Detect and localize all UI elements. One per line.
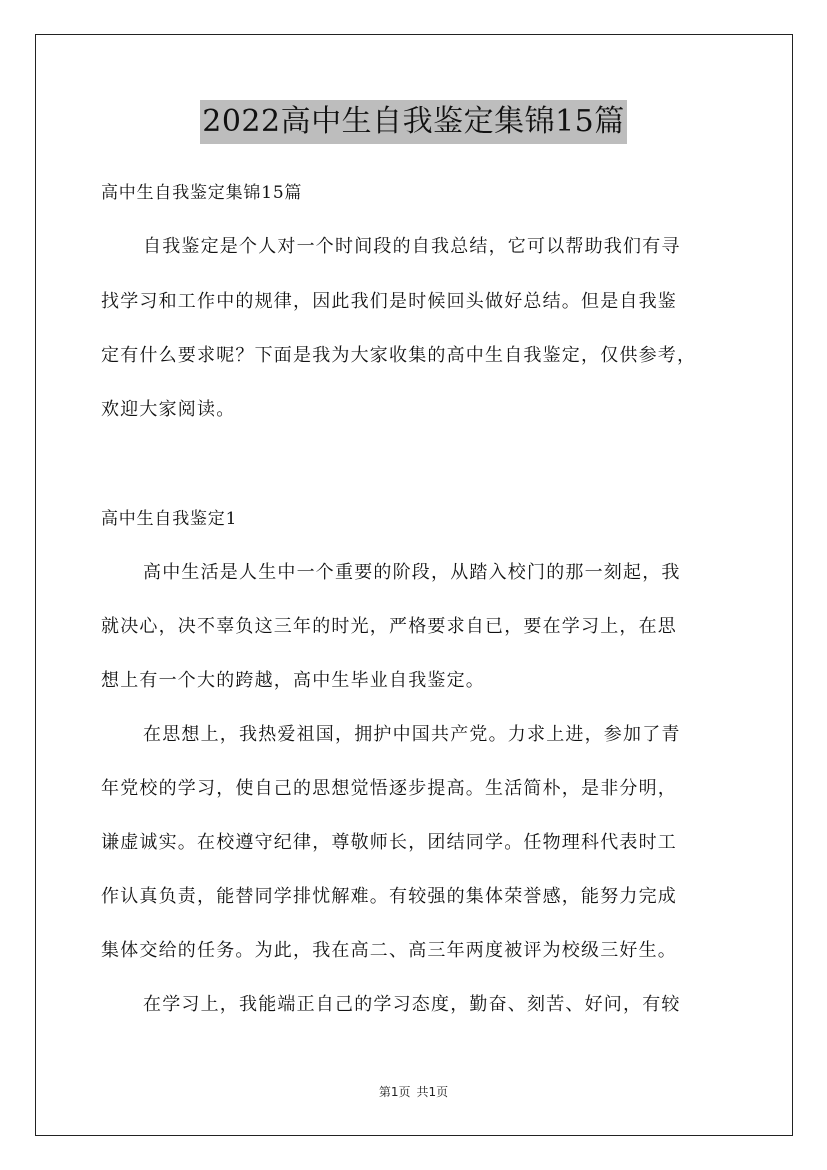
page-footer [0, 1084, 827, 1100]
document-title [0, 100, 827, 144]
para1-line-2: 就决心，决不辜负这三年的时光，严格要求自已，要在学习上，在思 [101, 616, 677, 637]
para3-line-1: 在学习上，我能端正自己的学习态度，勤奋、刻苦、好问，有较 [143, 994, 681, 1015]
page-total: 共1页 [416, 1085, 449, 1099]
page-number: 第1页 [378, 1085, 411, 1099]
para2-line-5: 集体交给的任务。为此，我在高二、高三年两度被评为校级三好生。 [101, 940, 677, 961]
document-subtitle: 高中生自我鉴定集锦15篇 [101, 183, 303, 203]
para1-line-1: 高中生活是人生中一个重要的阶段，从踏入校门的那一刻起，我 [143, 562, 681, 583]
intro-line-2: 找学习和工作中的规律，因此我们是时候回头做好总结。但是自我鉴 [101, 291, 677, 312]
section-heading: 高中生自我鉴定1 [101, 509, 238, 529]
intro-line-4: 欢迎大家阅读。 [101, 399, 236, 420]
para2-line-2: 年党校的学习，使自己的思想觉悟逐步提高。生活简朴，是非分明， [101, 778, 677, 799]
para2-line-4: 作认真负责，能替同学排忧解难。有较强的集体荣誉感，能努力完成 [101, 886, 677, 907]
intro-line-1: 自我鉴定是个人对一个时间段的自我总结，它可以帮助我们有寻 [143, 236, 681, 257]
para1-line-3: 想上有一个大的跨越，高中生毕业自我鉴定。 [101, 670, 485, 691]
document-title-text: 2022高中生自我鉴定集锦15篇 [200, 100, 627, 144]
para2-line-1: 在思想上，我热爱祖国，拥护中国共产党。力求上进，参加了青 [143, 724, 681, 745]
para2-line-3: 谦虚诚实。在校遵守纪律，尊敬师长，团结同学。任物理科代表时工 [101, 832, 677, 853]
intro-line-3: 定有什么要求呢？下面是我为大家收集的高中生自我鉴定，仅供参考， [101, 345, 697, 366]
